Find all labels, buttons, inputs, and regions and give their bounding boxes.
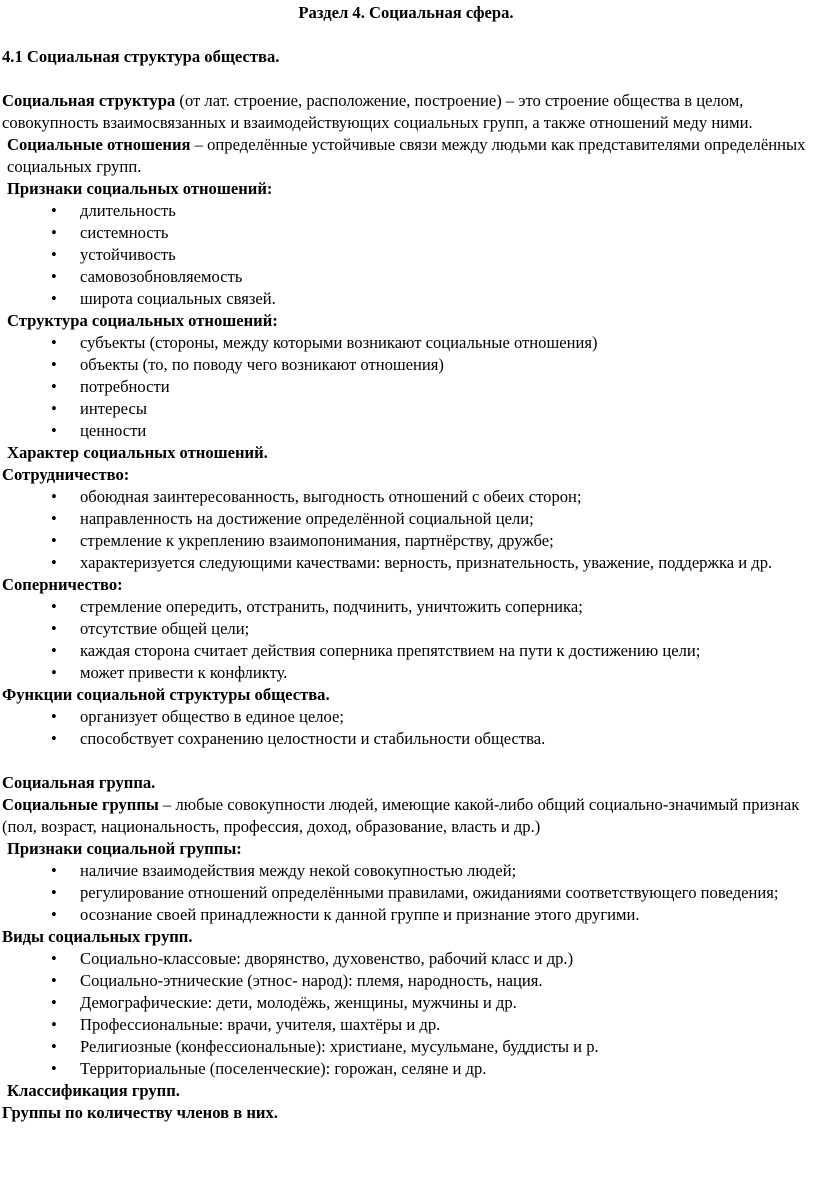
list-item: • отсутствие общей цели; (80, 618, 810, 640)
list-item: • стремление к укреплению взаимопонимания, партнёрству, дружбе; (80, 530, 810, 552)
list-item: • Территориальные (поселенческие): горожан, селяне и др. (80, 1058, 810, 1080)
bullet-list (2, 948, 810, 1080)
list-item: • объекты (то, по поводу чего возникают отношения) (80, 354, 810, 376)
section-heading: Группы по количеству членов в них. (2, 1103, 278, 1122)
section-heading: Социальная группа. (2, 773, 156, 792)
list-item: • потребности (80, 376, 810, 398)
list-item: • Религиозные (конфессиональные): христиане, мусульмане, буддисты и р. (80, 1036, 810, 1058)
definition-social-relations: Социальные отношения – определённые устойчивые связи между людьми как представителями определённых социальных групп. (7, 135, 806, 176)
term: Социальная структура (2, 91, 176, 110)
definition-social-groups: Социальные группы – любые совокупности людей, имеющие какой-либо общий социально-значимый признак (пол, возраст, национальность, профессия, доход, образование, власть и др.) (2, 795, 800, 836)
bullet-list (2, 200, 810, 310)
definition-social-structure: Социальная структура (от лат. строение, расположение, построение) – это строение общества в целом, совокупность взаимосвязанных и взаимодействующих социальных групп, а также отношений меду ними. (2, 91, 753, 132)
section-heading: Характер социальных отношений. (7, 443, 268, 462)
list-item: • широта социальных связей. (80, 288, 810, 310)
list-item: • Демографические: дети, молодёжь, женщины, мужчины и др. (80, 992, 810, 1014)
bullet-list (2, 332, 810, 442)
list-item: • интересы (80, 398, 810, 420)
list-item: • субъекты (стороны, между которыми возникают социальные отношения) (80, 332, 810, 354)
bullet-list (2, 706, 810, 750)
list-item: • наличие взаимодействия между некой совокупностью людей; (80, 860, 810, 882)
bullet-list (2, 596, 810, 684)
list-item: • направленность на достижение определённой социальной цели; (80, 508, 810, 530)
section-heading: Структура социальных отношений: (7, 311, 278, 330)
list-item: • устойчивость (80, 244, 810, 266)
list-item: • регулирование отношений определёнными правилами, ожиданиями соответствующего поведения; (80, 882, 810, 904)
list-item: • Социально-классовые: дворянство, духовенство, рабочий класс и др.) (80, 948, 810, 970)
list-item: • способствует сохранению целостности и стабильности общества. (80, 728, 810, 750)
section-heading: Сотрудничество: (2, 465, 130, 484)
section-heading: Признаки социальных отношений: (7, 179, 273, 198)
section-heading: Классификация групп. (7, 1081, 180, 1100)
list-item: • каждая сторона считает действия соперника препятствием на пути к достижению цели; (80, 640, 810, 662)
list-item: • Социально-этнические (этнос- народ): племя, народность, нация. (80, 970, 810, 992)
list-item: • длительность (80, 200, 810, 222)
section-heading: Соперничество: (2, 575, 123, 594)
term: Социальные группы (2, 795, 159, 814)
section-heading: Признаки социальной группы: (7, 839, 242, 858)
document-title: Раздел 4. Социальная сфера. (298, 3, 514, 22)
list-item: • самовозобновляемость (80, 266, 810, 288)
section-heading: Функции социальной структуры общества. (2, 685, 330, 704)
list-item: • ценности (80, 420, 810, 442)
bullet-list (2, 860, 810, 926)
section-heading: Виды социальных групп. (2, 927, 193, 946)
list-item: • организует общество в единое целое; (80, 706, 810, 728)
list-item: • системность (80, 222, 810, 244)
bullet-list (2, 486, 810, 574)
list-item: • Профессиональные: врачи, учителя, шахтёры и др. (80, 1014, 810, 1036)
list-item: • осознание своей принадлежности к данной группе и признание этого другими. (80, 904, 810, 926)
subsection-heading: 4.1 Социальная структура общества. (2, 47, 280, 66)
list-item: • обоюдная заинтересованность, выгодность отношений с обеих сторон; (80, 486, 810, 508)
list-item: • стремление опередить, отстранить, подчинить, уничтожить соперника; (80, 596, 810, 618)
term: Социальные отношения (7, 135, 191, 154)
list-item: • характеризуется следующими качествами: верность, признательность, уважение, поддержка и др. (80, 552, 810, 574)
list-item: • может привести к конфликту. (80, 662, 810, 684)
